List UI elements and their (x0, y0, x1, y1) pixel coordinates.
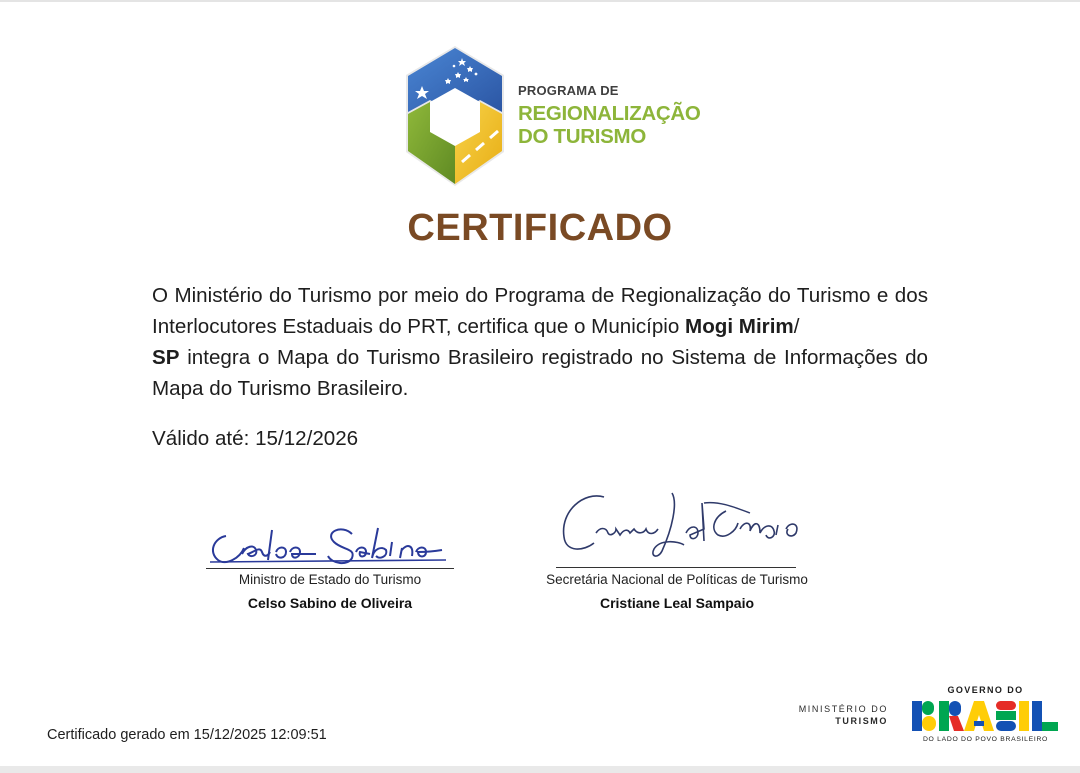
gov-top-text: GOVERNO DO (947, 685, 1024, 695)
handwritten-signature-cristiane (554, 489, 804, 565)
validity (152, 427, 358, 451)
certificate-body (152, 280, 928, 404)
slash: / (793, 315, 800, 338)
certificate-title: CERTIFICADO (407, 207, 673, 249)
body-text-part-2: integra o Mapa do Turismo Brasileiro registrado no Sistema de Informações do Mapa do Turismo Brasileiro. (152, 346, 928, 400)
signature-block-minister (190, 510, 470, 620)
handwritten-signature-celso (206, 518, 456, 568)
ministry-line-1: MINISTÉRIO DO (798, 704, 888, 714)
signature-line-2 (556, 567, 796, 568)
logo-line-3: DO TURISMO (518, 125, 646, 148)
generated-timestamp: Certificado gerado em 15/12/2025 12:09:51 (47, 727, 327, 743)
top-border (0, 0, 1080, 2)
regionalization-hexagon-icon (400, 44, 510, 189)
valid-date: 15/12/2026 (255, 427, 359, 450)
logo-line-2: REGIONALIZAÇÃO (518, 102, 701, 125)
signer-name-1: Celso Sabino de Oliveira (247, 595, 413, 611)
ministry-logo (788, 704, 888, 726)
signature-block-secretary (520, 485, 834, 620)
valid-label: Válido até: (152, 427, 250, 450)
program-logo (400, 44, 701, 189)
signature-line-1 (206, 568, 454, 569)
ministry-line-2: TURISMO (835, 716, 888, 726)
gov-bottom-text: DO LADO DO POVO BRASILEIRO (922, 736, 1049, 743)
signer-role-2: Secretária Nacional de Políticas de Turismo (546, 572, 808, 587)
body-text-part-1: O Ministério do Turismo por meio do Programa de Regionalização do Turismo e dos Interlocutores Estaduais do PRT, certifica que o Município (152, 284, 928, 338)
government-logo (908, 685, 1063, 749)
signer-role-1: Ministro de Estado do Turismo (238, 572, 422, 587)
logo-line-1: PROGRAMA DE (518, 83, 619, 98)
signer-name-2: Cristiane Leal Sampaio (599, 595, 755, 611)
brasil-wordmark-icon (912, 699, 1060, 733)
program-logo-text (518, 84, 701, 148)
municipality-name: Mogi Mirim (685, 315, 794, 338)
state-code: SP (152, 346, 180, 369)
